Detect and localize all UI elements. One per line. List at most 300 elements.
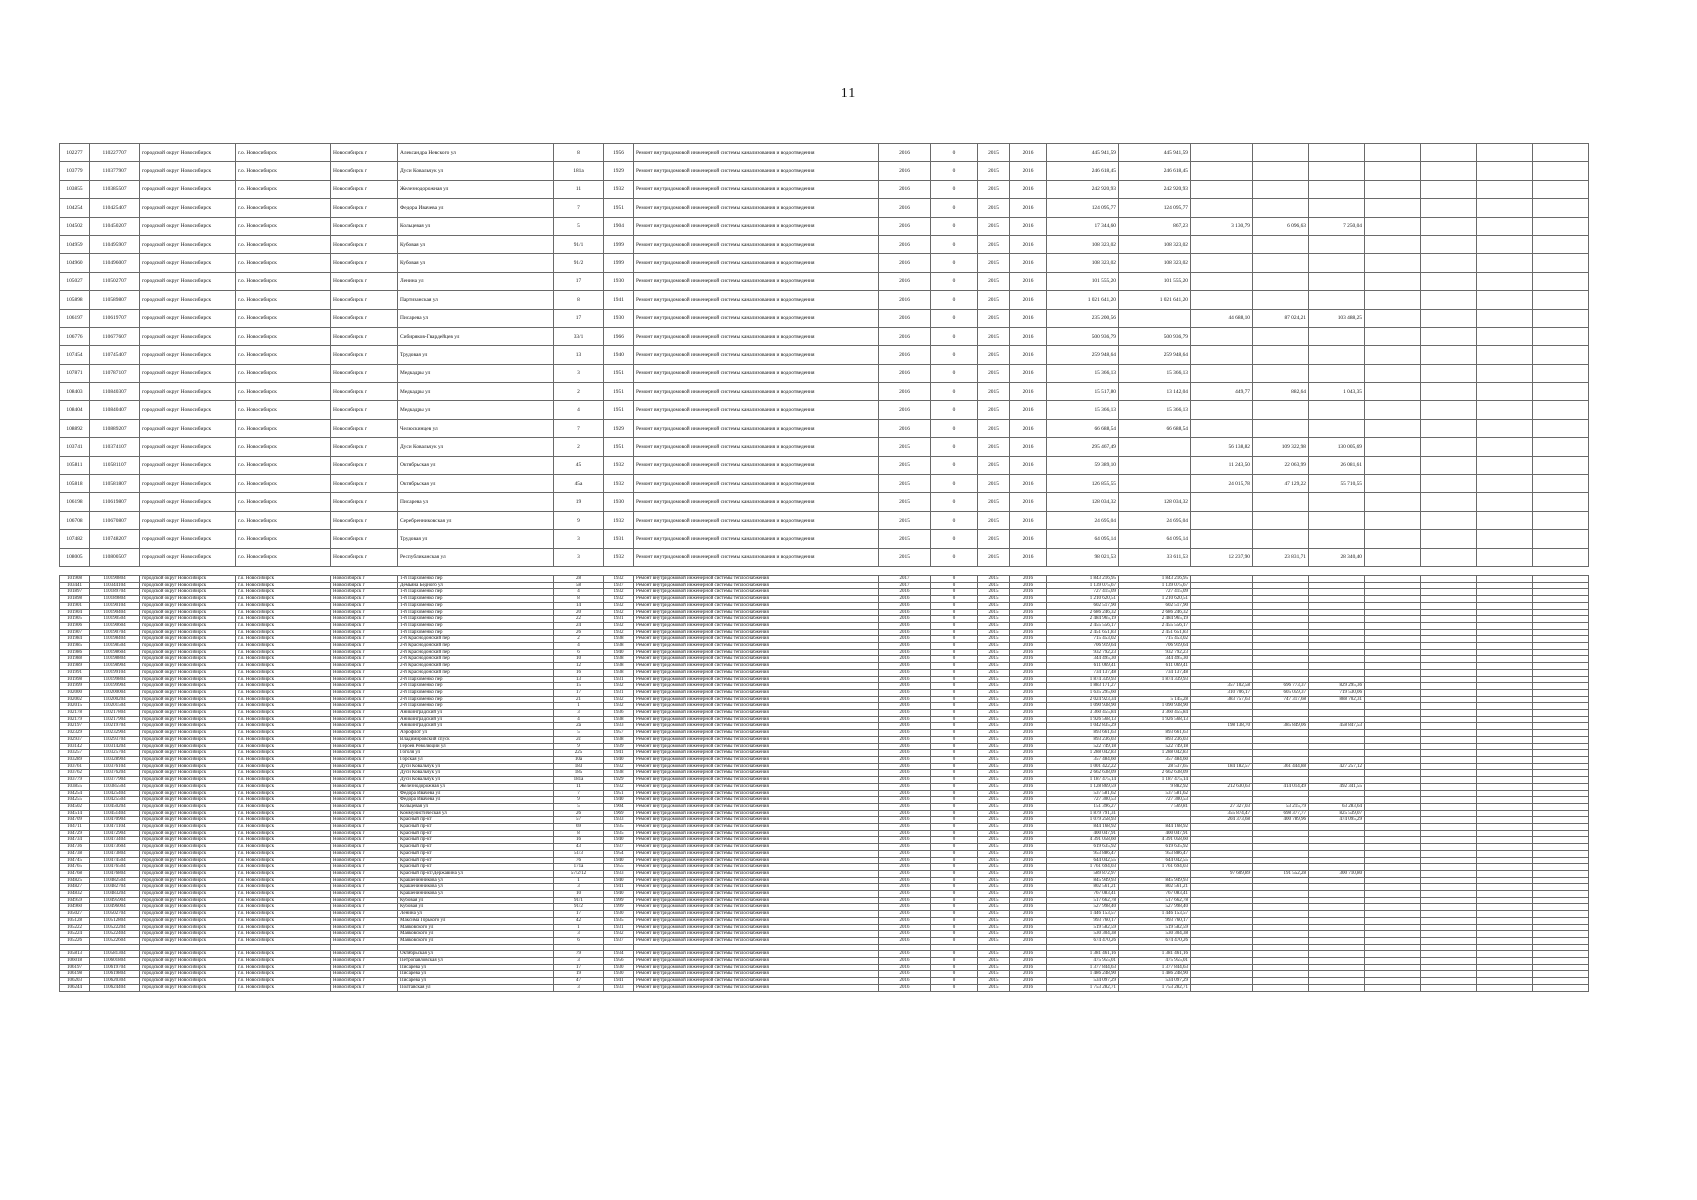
row-year: 1932 bbox=[604, 703, 634, 710]
row-id: 102937 bbox=[60, 736, 90, 743]
empty-cell bbox=[1365, 870, 1421, 877]
row-zero: 0 bbox=[931, 254, 978, 272]
row-year-from: 2015 bbox=[978, 696, 1010, 703]
row-plan-year: 2016 bbox=[879, 964, 931, 971]
empty-cell bbox=[1533, 783, 1589, 790]
row-plan-year bbox=[879, 944, 931, 951]
row-id: 103257 bbox=[60, 750, 90, 757]
row-id: 101989 bbox=[60, 663, 90, 670]
table-row bbox=[60, 609, 1589, 616]
row-year-to: 2016 bbox=[1010, 803, 1047, 810]
row-fund: 674 470,26 bbox=[1119, 937, 1191, 944]
empty-cell bbox=[1421, 837, 1477, 844]
row-plan-year: 2015 bbox=[879, 438, 931, 456]
row-street: Красный пр-кт bbox=[398, 824, 554, 831]
empty-cell bbox=[1477, 643, 1533, 650]
row-source-b bbox=[1253, 254, 1309, 272]
row-year-to: 2016 bbox=[1010, 548, 1047, 566]
row-year: 1937 bbox=[604, 582, 634, 589]
empty-cell bbox=[1477, 582, 1533, 589]
row-year: 1932 bbox=[604, 683, 634, 690]
row-year: 1938 bbox=[604, 643, 634, 650]
row-year-to: 2016 bbox=[1010, 830, 1047, 837]
row-zero: 0 bbox=[931, 770, 978, 777]
row-source-b bbox=[1253, 964, 1309, 971]
table-row bbox=[60, 803, 1589, 810]
row-work: Ремонт внутридомовой инженерной системы канализования и водоотведения bbox=[634, 383, 879, 401]
row-source-c bbox=[1309, 530, 1365, 548]
row-work: Ремонт внутридомовой инженерной системы теплоснабжения bbox=[634, 710, 879, 717]
row-id: 102178 bbox=[60, 710, 90, 717]
row-source-c bbox=[1309, 911, 1365, 918]
row-code: 110677607 bbox=[90, 327, 140, 345]
empty-cell bbox=[1421, 676, 1477, 683]
row-total: 1 128 869,59 bbox=[1047, 783, 1119, 790]
row-total: 15 366,13 bbox=[1047, 364, 1119, 382]
row-house: 22 bbox=[554, 616, 604, 623]
row-work: Ремонт внутридомовой инженерной системы теплоснабжения bbox=[634, 777, 879, 784]
row-zero: 0 bbox=[931, 917, 978, 924]
row-street: 1-й Пархоменко пер bbox=[398, 589, 554, 596]
row-code: 110496007 bbox=[90, 254, 140, 272]
row-district: городской округ Новосибирск bbox=[140, 984, 236, 991]
row-district: городской округ Новосибирск bbox=[140, 971, 236, 978]
row-town: г.о. Новосибирск bbox=[236, 199, 331, 217]
row-id: 108005 bbox=[60, 548, 90, 566]
row-city: Новосибирск г bbox=[331, 582, 398, 589]
empty-cell bbox=[1365, 609, 1421, 616]
row-total: 357 484,60 bbox=[1047, 756, 1119, 763]
row-work: Ремонт внутридомовой инженерной системы теплоснабжения bbox=[634, 636, 879, 643]
row-year-to: 2016 bbox=[1010, 850, 1047, 857]
empty-cell bbox=[1477, 790, 1533, 797]
empty-cell bbox=[1533, 917, 1589, 924]
empty-cell bbox=[1477, 235, 1533, 253]
empty-cell bbox=[1533, 235, 1589, 253]
row-source-c bbox=[1309, 716, 1365, 723]
row-year-to: 2016 bbox=[1010, 763, 1047, 770]
row-plan-year: 2016 bbox=[879, 419, 931, 437]
row-district: городской округ Новосибирск bbox=[140, 777, 236, 784]
empty-cell bbox=[1365, 144, 1421, 162]
row-zero: 0 bbox=[931, 971, 978, 978]
row-zero: 0 bbox=[931, 622, 978, 629]
row-source-c bbox=[1309, 235, 1365, 253]
row-year: 1939 bbox=[604, 743, 634, 750]
row-street: Писарева ул bbox=[398, 971, 554, 978]
row-source-c bbox=[1309, 254, 1365, 272]
row-town: г.о. Новосибирск bbox=[236, 676, 331, 683]
row-fund: 2 455 556,17 bbox=[1119, 622, 1191, 629]
row-town: г.о. Новосибирск bbox=[236, 696, 331, 703]
empty-cell bbox=[1421, 346, 1477, 364]
row-id: 104827 bbox=[60, 884, 90, 891]
row-code: 110198904 bbox=[90, 663, 140, 670]
row-street: Крашенинникова ул bbox=[398, 891, 554, 898]
row-code: 110385504 bbox=[90, 783, 140, 790]
row-source-a bbox=[1191, 162, 1253, 180]
row-plan-year: 2017 bbox=[879, 582, 931, 589]
row-town: г.о. Новосибирск bbox=[236, 272, 331, 290]
row-plan-year: 2016 bbox=[879, 958, 931, 965]
row-source-c: 458 847,53 bbox=[1309, 723, 1365, 730]
row-city: Новосибирск г bbox=[331, 978, 398, 985]
empty-cell bbox=[1533, 383, 1589, 401]
row-city: Новосибирск г bbox=[331, 817, 398, 824]
row-id: 102329 bbox=[60, 730, 90, 737]
row-source-c bbox=[1309, 864, 1365, 871]
row-total: 124 095,77 bbox=[1047, 199, 1119, 217]
row-source-a bbox=[1191, 530, 1253, 548]
row-district: городской округ Новосибирск bbox=[140, 756, 236, 763]
row-source-b: 400 789,96 bbox=[1253, 817, 1309, 824]
empty-cell bbox=[1365, 217, 1421, 235]
row-code: 110748207 bbox=[90, 530, 140, 548]
row-source-b bbox=[1253, 636, 1309, 643]
row-total: 17 344,60 bbox=[1047, 217, 1119, 235]
row-year-to: 2016 bbox=[1010, 824, 1047, 831]
row-street: Медкадры ул bbox=[398, 364, 554, 382]
row-source-c bbox=[1309, 958, 1365, 965]
empty-cell bbox=[1477, 783, 1533, 790]
row-source-b bbox=[1253, 144, 1309, 162]
empty-cell bbox=[1365, 877, 1421, 884]
row-id: 106197 bbox=[60, 964, 90, 971]
row-source-c bbox=[1309, 144, 1365, 162]
row-year-from: 2015 bbox=[978, 199, 1010, 217]
empty-cell bbox=[1421, 730, 1477, 737]
row-house: 42 bbox=[554, 917, 604, 924]
row-year-from: 2015 bbox=[978, 636, 1010, 643]
row-code: 110483204 bbox=[90, 891, 140, 898]
table-row bbox=[60, 917, 1589, 924]
empty-cell bbox=[1421, 548, 1477, 566]
row-total: 1 001 422,22 bbox=[1047, 763, 1119, 770]
row-code: 110581107 bbox=[90, 456, 140, 474]
row-zero: 0 bbox=[931, 984, 978, 991]
row-source-b bbox=[1253, 850, 1309, 857]
row-house: 181а bbox=[554, 777, 604, 784]
row-house: 45а bbox=[554, 475, 604, 493]
table-row bbox=[60, 837, 1589, 844]
row-source-b: 6 096,63 bbox=[1253, 217, 1309, 235]
empty-cell bbox=[1365, 475, 1421, 493]
row-street: Красный пр-кт bbox=[398, 857, 554, 864]
row-work: Ремонт внутридомовой инженерной системы теплоснабжения bbox=[634, 629, 879, 636]
row-plan-year: 2016 bbox=[879, 589, 931, 596]
row-plan-year: 2016 bbox=[879, 235, 931, 253]
row-id: 104729 bbox=[60, 830, 90, 837]
row-total: 1 874 339,93 bbox=[1047, 676, 1119, 683]
empty-cell bbox=[1533, 609, 1589, 616]
row-code: 110190104 bbox=[90, 602, 140, 609]
row-total: 1 187 475,14 bbox=[1047, 777, 1119, 784]
row-source-c bbox=[1309, 291, 1365, 309]
row-plan-year: 2016 bbox=[879, 790, 931, 797]
row-plan-year: 2015 bbox=[879, 493, 931, 511]
row-work: Ремонт внутридомовой инженерной системы теплоснабжения bbox=[634, 783, 879, 790]
row-source-a bbox=[1191, 401, 1253, 419]
row-year: 1933 bbox=[604, 870, 634, 877]
row-source-a: 24 015,78 bbox=[1191, 475, 1253, 493]
row-work: Ремонт внутридомовой инженерной системы теплоснабжения bbox=[634, 891, 879, 898]
row-city: Новосибирск г bbox=[331, 850, 398, 857]
row-source-c bbox=[1309, 924, 1365, 931]
row-source-c bbox=[1309, 917, 1365, 924]
row-total: 1 486 248,90 bbox=[1047, 971, 1119, 978]
row-district: городской округ Новосибирск bbox=[140, 884, 236, 891]
empty-cell bbox=[1533, 884, 1589, 891]
row-source-b bbox=[1253, 777, 1309, 784]
row-id: 101908 bbox=[60, 576, 90, 583]
table-row bbox=[60, 622, 1589, 629]
empty-cell bbox=[1421, 683, 1477, 690]
row-zero: 0 bbox=[931, 696, 978, 703]
row-street: Дуси Ковальчук ул bbox=[398, 763, 554, 770]
row-work: Ремонт внутридомовой инженерной системы канализования и водоотведения bbox=[634, 217, 879, 235]
table-row bbox=[60, 763, 1589, 770]
row-total: 2 024 923,34 bbox=[1047, 696, 1119, 703]
empty-cell bbox=[1477, 803, 1533, 810]
row-zero: 0 bbox=[931, 824, 978, 831]
row-total: 98 021,53 bbox=[1047, 548, 1119, 566]
row-house: 26 bbox=[554, 629, 604, 636]
table-row bbox=[60, 309, 1589, 327]
row-street: Дуси Ковальчук ул bbox=[398, 162, 554, 180]
table-row bbox=[60, 683, 1589, 690]
row-street: Серебренниковская ул bbox=[398, 511, 554, 529]
row-year-from: 2015 bbox=[978, 770, 1010, 777]
row-total: 530 304,38 bbox=[1047, 931, 1119, 938]
row-fund: 13 142,04 bbox=[1119, 383, 1191, 401]
row-zero: 0 bbox=[931, 783, 978, 790]
row-source-a bbox=[1191, 199, 1253, 217]
row-fund: 727 300,53 bbox=[1119, 797, 1191, 804]
row-zero: 0 bbox=[931, 144, 978, 162]
row-street: Октябрьская ул bbox=[398, 456, 554, 474]
row-fund: 644 042,55 bbox=[1119, 857, 1191, 864]
row-id: 103761 bbox=[60, 763, 90, 770]
row-house: 5 bbox=[554, 803, 604, 810]
row-city: Новосибирск г bbox=[331, 629, 398, 636]
row-year-from: 2015 bbox=[978, 383, 1010, 401]
row-source-b bbox=[1253, 162, 1309, 180]
row-year-from: 2015 bbox=[978, 817, 1010, 824]
row-work: Ремонт внутридомовой инженерной системы теплоснабжения bbox=[634, 609, 879, 616]
row-year-to: 2016 bbox=[1010, 582, 1047, 589]
row-town: г.о. Новосибирск bbox=[236, 877, 331, 884]
row-source-a bbox=[1191, 327, 1253, 345]
empty-cell bbox=[1533, 475, 1589, 493]
row-plan-year: 2016 bbox=[879, 850, 931, 857]
empty-cell bbox=[1365, 777, 1421, 784]
row-year-from: 2015 bbox=[978, 931, 1010, 938]
row-year-from: 2015 bbox=[978, 254, 1010, 272]
table-row bbox=[60, 383, 1589, 401]
row-code: 110451404 bbox=[90, 810, 140, 817]
table-row bbox=[60, 254, 1589, 272]
row-id: 104768 bbox=[60, 870, 90, 877]
empty-cell bbox=[1365, 864, 1421, 871]
row-source-c bbox=[1309, 649, 1365, 656]
empty-cell bbox=[1477, 770, 1533, 777]
row-total: 445 941,59 bbox=[1047, 144, 1119, 162]
row-town: г.о. Новосибирск bbox=[236, 683, 331, 690]
row-source-c bbox=[1309, 272, 1365, 290]
row-work: Ремонт внутридомовой инженерной системы теплоснабжения bbox=[634, 716, 879, 723]
empty-cell bbox=[1477, 327, 1533, 345]
row-house: 3 bbox=[554, 884, 604, 891]
row-source-c bbox=[1309, 850, 1365, 857]
row-code: 110189704 bbox=[90, 589, 140, 596]
row-zero: 0 bbox=[931, 790, 978, 797]
empty-cell bbox=[1533, 643, 1589, 650]
row-street: Челюскинцев ул bbox=[398, 419, 554, 437]
row-plan-year: 2016 bbox=[879, 844, 931, 851]
empty-cell bbox=[1421, 857, 1477, 864]
empty-cell bbox=[1421, 696, 1477, 703]
row-code: 110512804 bbox=[90, 917, 140, 924]
empty-cell bbox=[1421, 162, 1477, 180]
row-house: 20 bbox=[554, 609, 604, 616]
row-year: 1938 bbox=[604, 716, 634, 723]
row-source-b bbox=[1253, 904, 1309, 911]
row-id: 105898 bbox=[60, 291, 90, 309]
row-work: Ремонт внутридомовой инженерной системы теплоснабжения bbox=[634, 844, 879, 851]
empty-cell bbox=[1533, 837, 1589, 844]
row-town: г.о. Новосибирск bbox=[236, 723, 331, 730]
row-id: 101904 bbox=[60, 609, 90, 616]
row-town: г.о. Новосибирск bbox=[236, 438, 331, 456]
row-source-a bbox=[1191, 951, 1253, 958]
row-house: 3 bbox=[554, 364, 604, 382]
row-zero: 0 bbox=[931, 763, 978, 770]
row-source-b bbox=[1253, 602, 1309, 609]
row-fund bbox=[1119, 683, 1191, 690]
table-row bbox=[60, 891, 1589, 898]
row-code: 110474504 bbox=[90, 857, 140, 864]
row-plan-year: 2016 bbox=[879, 830, 931, 837]
row-year: 1930 bbox=[604, 971, 634, 978]
empty-cell bbox=[1533, 696, 1589, 703]
row-city: Новосибирск г bbox=[331, 689, 398, 696]
row-year-from: 2015 bbox=[978, 272, 1010, 290]
row-year-to: 2016 bbox=[1010, 703, 1047, 710]
row-year-to bbox=[1010, 944, 1047, 951]
row-street: 2-й Краснодонский пер bbox=[398, 643, 554, 650]
row-city: Новосибирск г bbox=[331, 730, 398, 737]
empty-cell bbox=[1533, 683, 1589, 690]
row-plan-year: 2016 bbox=[879, 596, 931, 603]
row-district: городской округ Новосибирск bbox=[140, 676, 236, 683]
row-plan-year: 2016 bbox=[879, 730, 931, 737]
empty-cell bbox=[1477, 756, 1533, 763]
empty-cell bbox=[1421, 419, 1477, 437]
row-fund: 932 792,23 bbox=[1119, 649, 1191, 656]
row-district: городской округ Новосибирск bbox=[140, 596, 236, 603]
row-zero: 0 bbox=[931, 530, 978, 548]
row-fund: 1 210 620,51 bbox=[1119, 596, 1191, 603]
row-district: городской округ Новосибирск bbox=[140, 235, 236, 253]
empty-cell bbox=[1533, 596, 1589, 603]
row-district: городской округ Новосибирск bbox=[140, 254, 236, 272]
row-source-a bbox=[1191, 663, 1253, 670]
empty-cell bbox=[1421, 703, 1477, 710]
row-work: Ремонт внутридомовой инженерной системы теплоснабжения bbox=[634, 964, 879, 971]
row-plan-year: 2016 bbox=[879, 683, 931, 690]
row-id: 104959 bbox=[60, 235, 90, 253]
row-town: г.о. Новосибирск bbox=[236, 669, 331, 676]
row-city: Новосибирск г bbox=[331, 824, 398, 831]
row-year-to: 2016 bbox=[1010, 716, 1047, 723]
row-year-to: 2016 bbox=[1010, 984, 1047, 991]
row-year-to: 2016 bbox=[1010, 897, 1047, 904]
row-house: 3 bbox=[554, 958, 604, 965]
row-zero: 0 bbox=[931, 743, 978, 750]
empty-cell bbox=[1477, 364, 1533, 382]
row-id: 104502 bbox=[60, 217, 90, 235]
empty-cell bbox=[1477, 511, 1533, 529]
row-house: 17 bbox=[554, 272, 604, 290]
row-city: Новосибирск г bbox=[331, 669, 398, 676]
row-town: г.о. Новосибирск bbox=[236, 850, 331, 857]
empty-cell bbox=[1477, 984, 1533, 991]
empty-cell bbox=[1533, 743, 1589, 750]
empty-cell bbox=[1477, 951, 1533, 958]
row-code bbox=[90, 944, 140, 951]
row-town: г.о. Новосибирск bbox=[236, 327, 331, 345]
row-year-from: 2015 bbox=[978, 346, 1010, 364]
row-house: 19 bbox=[554, 493, 604, 511]
row-year-to: 2016 bbox=[1010, 937, 1047, 944]
row-code: 110217804 bbox=[90, 710, 140, 717]
row-fund bbox=[1119, 689, 1191, 696]
row-total: 1 761 694,03 bbox=[1047, 864, 1119, 871]
row-city: Новосибирск г bbox=[331, 696, 398, 703]
row-year-from: 2015 bbox=[978, 548, 1010, 566]
table-row bbox=[60, 346, 1589, 364]
row-year-from: 2015 bbox=[978, 649, 1010, 656]
row-city: Новосибирск г bbox=[331, 530, 398, 548]
empty-cell bbox=[1365, 790, 1421, 797]
row-fund: 534 097,29 bbox=[1119, 978, 1191, 985]
row-house: 9 bbox=[554, 511, 604, 529]
row-source-b bbox=[1253, 180, 1309, 198]
row-zero: 0 bbox=[931, 958, 978, 965]
row-source-c bbox=[1309, 346, 1365, 364]
row-fund: 1 486 248,90 bbox=[1119, 971, 1191, 978]
row-town: г.о. Новосибирск bbox=[236, 629, 331, 636]
empty-cell bbox=[1533, 456, 1589, 474]
row-plan-year: 2016 bbox=[879, 602, 931, 609]
row-year: 1933 bbox=[604, 723, 634, 730]
row-district: городской округ Новосибирск bbox=[140, 750, 236, 757]
row-plan-year: 2016 bbox=[879, 984, 931, 991]
row-total: 1 090 938,90 bbox=[1047, 703, 1119, 710]
row-source-a: 357 102,58 bbox=[1191, 683, 1253, 690]
row-zero: 0 bbox=[931, 663, 978, 670]
row-id: 104825 bbox=[60, 877, 90, 884]
empty-cell bbox=[1533, 254, 1589, 272]
row-source-b bbox=[1253, 401, 1309, 419]
row-work: Ремонт внутридомовой инженерной системы теплоснабжения bbox=[634, 750, 879, 757]
row-source-b bbox=[1253, 897, 1309, 904]
row-id: 101898 bbox=[60, 596, 90, 603]
row-fund: 2 451 651,83 bbox=[1119, 629, 1191, 636]
row-code: 110201504 bbox=[90, 703, 140, 710]
empty-cell bbox=[1477, 676, 1533, 683]
row-house: 13 bbox=[554, 676, 604, 683]
